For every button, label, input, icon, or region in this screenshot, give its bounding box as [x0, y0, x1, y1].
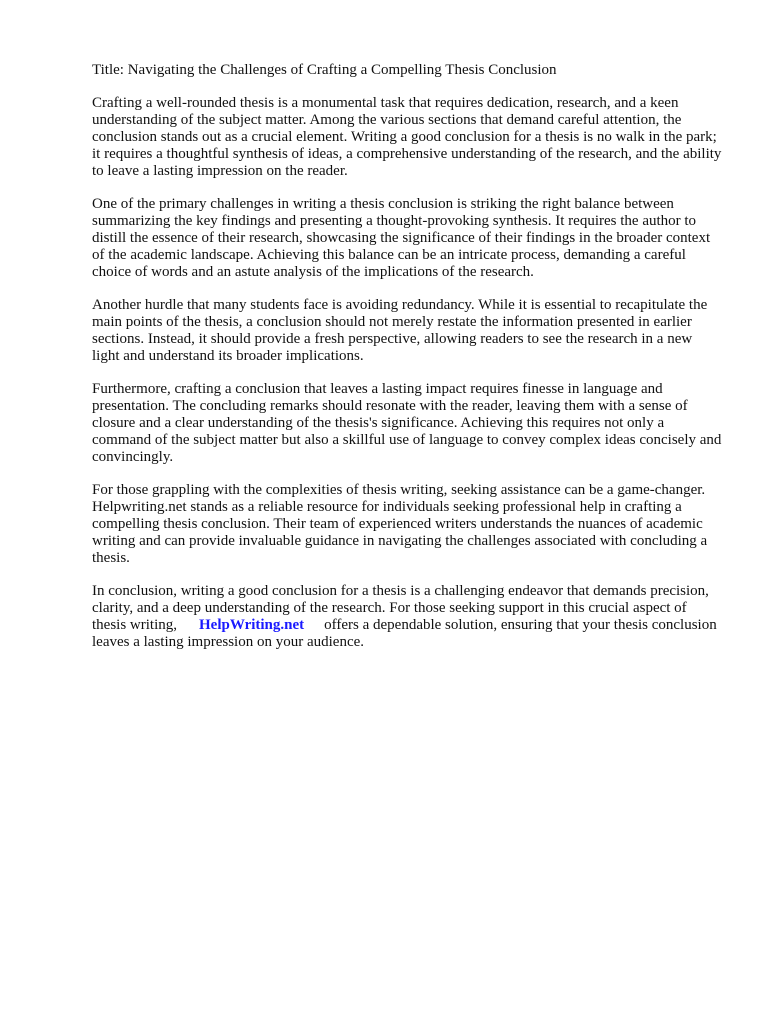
paragraph-intro: Crafting a well-rounded thesis is a monumental task that requires dedication, research, and a keen understanding of the subject matter. Among the various sections that demand careful attention, the conclusion stands out as a crucial element. Writing a good conclusion for a thesis is no walk in the park; it requires a thoughtful synthesis of ideas, a comprehensive understanding of the research, and the ability to leave a lasting impression on the reader.: [92, 95, 722, 179]
document-title: Title: Navigating the Challenges of Crafting a Compelling Thesis Conclusion: [92, 62, 557, 78]
paragraph-assistance: For those grappling with the complexities of thesis writing, seeking assistance can be a game-changer. Helpwriting.net stands as a reliable resource for individuals seeking professional help in crafting a compelling thesis conclusion. Their team of experienced writers understands the nuances of academic writing and can provide invaluable guidance in navigating the challenges associated with concluding a thesis.: [92, 482, 708, 566]
paragraph-impact: Furthermore, crafting a conclusion that leaves a lasting impact requires finesse in language and presentation. The concluding remarks should resonate with the reader, leaving them with a sense of closure and a clear understanding of the thesis's significance. Achieving this requires not only a command of the subject matter but also a skillful use of language to convey complex ideas concisely and convincingly.: [92, 381, 722, 465]
helpwriting-link[interactable]: HelpWriting.net: [199, 617, 305, 633]
document-page: [92, 62, 722, 667]
paragraph-redundancy: Another hurdle that many students face is avoiding redundancy. While it is essential to recapitulate the main points of the thesis, a conclusion should not merely restate the information presented in earlier sections. Instead, it should provide a fresh perspective, allowing readers to see the research in a new light and understand its broader implications.: [92, 297, 708, 364]
conclusion-text-before-link: In conclusion, writing a good conclusion for a thesis is a challenging endeavor that demands precision, clarity, and a deep understanding of the research. For those seeking support in this crucial aspect of thesis writing,: [92, 583, 709, 633]
paragraph-conclusion: [92, 583, 722, 651]
paragraph-challenges: One of the primary challenges in writing a thesis conclusion is striking the right balance between summarizing the key findings and presenting a thought-provoking synthesis. It requires the author to distill the essence of their research, showcasing the significance of their findings in the broader context of the academic landscape. Achieving this balance can be an intricate process, demanding a careful choice of words and an astute analysis of the implications of the research.: [92, 196, 711, 280]
conclusion-text-after-link: offers a dependable solution, ensuring that your thesis conclusion leaves a lasting impression on your audience.: [92, 617, 717, 650]
